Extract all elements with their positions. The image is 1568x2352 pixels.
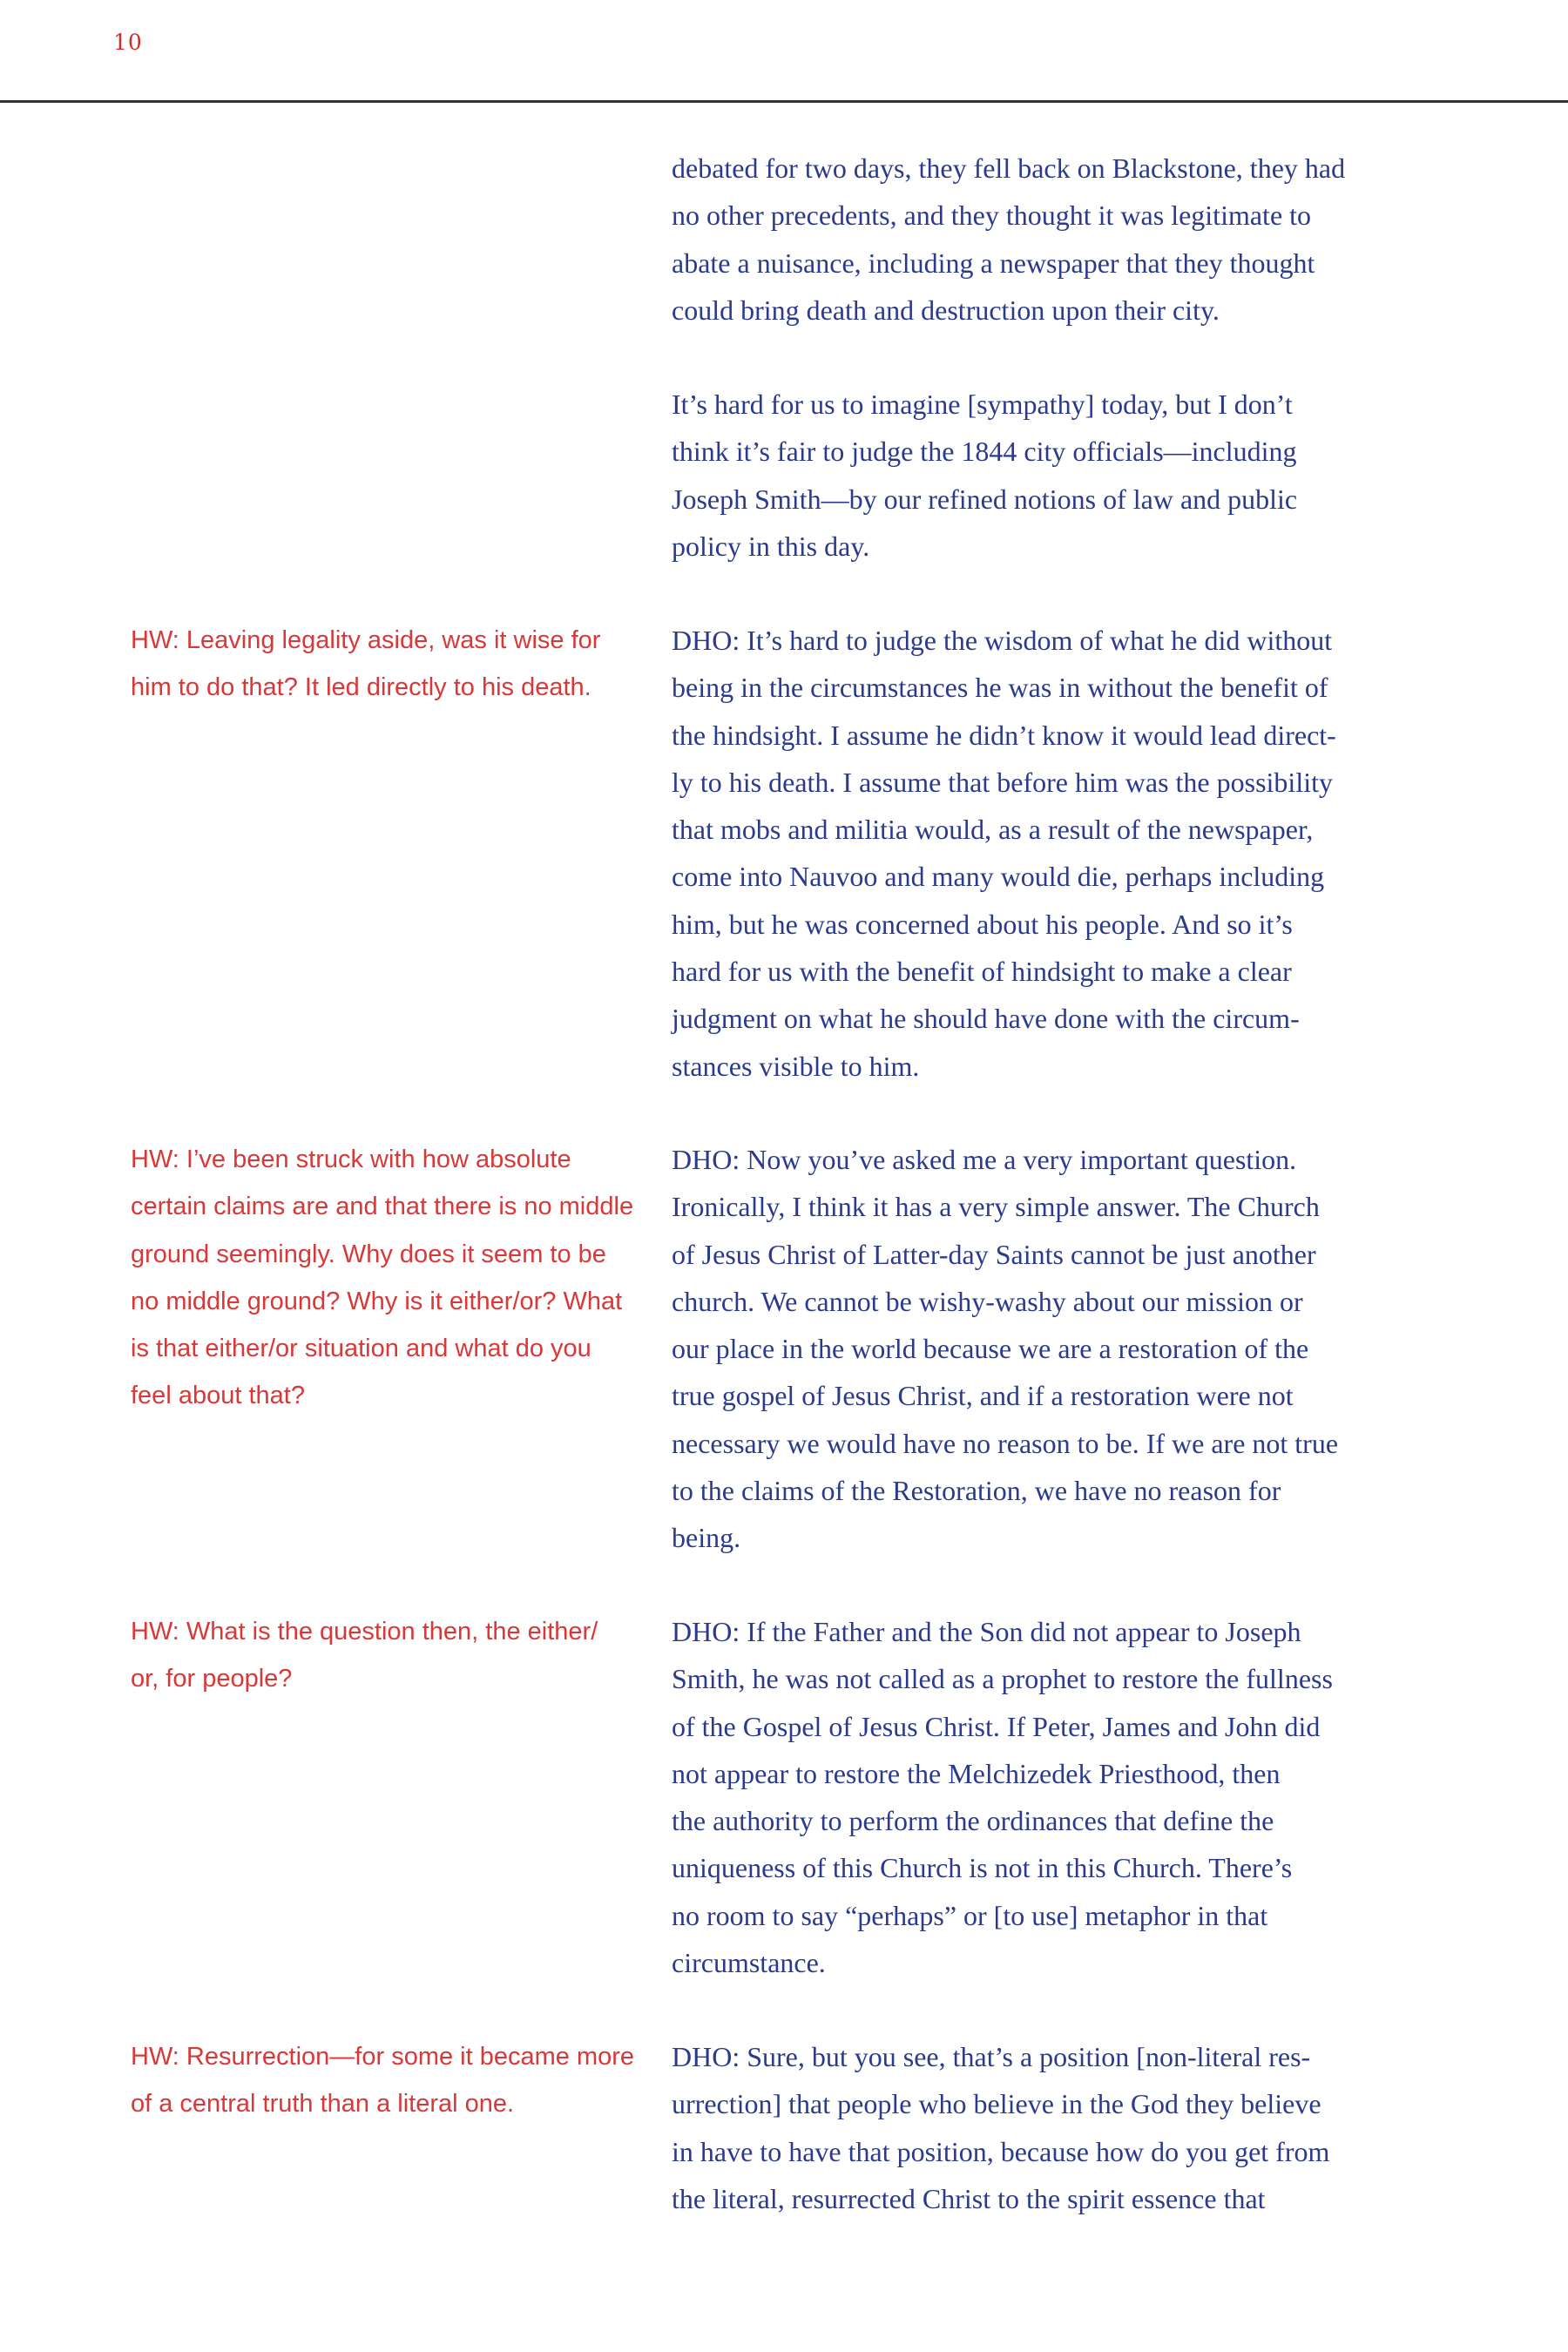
question-line: HW: Leaving legality aside, was it wise for [131, 626, 601, 654]
answer-line: judgment on what he should have done with the circum- [672, 1003, 1300, 1035]
answer-line: our place in the world because we are a restoration of the [672, 1333, 1309, 1365]
answer-line: stances visible to him. [672, 1050, 920, 1082]
answer-line: no room to say “perhaps” or [to use] metaphor in that [672, 1899, 1268, 1931]
question-line: of a central truth than a literal one. [131, 2090, 515, 2119]
question-line: certain claims are and that there is no middle [131, 1193, 634, 1221]
answer-line: come into Nauvoo and many would die, perhaps including [672, 861, 1325, 893]
answer-line: of Jesus Christ of Latter-day Saints cannot be just another [672, 1238, 1316, 1270]
interviewer-question-4 [131, 2033, 636, 2128]
answer-paragraph-6 [672, 2033, 1449, 2222]
interviewer-question-1 [131, 617, 636, 712]
answer-line: to the claims of the Restoration, we have no reason for [672, 1475, 1281, 1507]
answer-line: the authority to perform the ordinances that define the [672, 1805, 1274, 1837]
question-line: HW: I’ve been struck with how absolute [131, 1146, 571, 1173]
question-line: feel about that? [131, 1382, 305, 1410]
question-line: ground seemingly. Why does it seem to be [131, 1240, 606, 1268]
answer-line: uniqueness of this Church is not in this Church. There’s [672, 1852, 1293, 1884]
answer-line: true gospel of Jesus Christ, and if a restoration were not [672, 1380, 1294, 1412]
answer-line: debated for two days, they fell back on Blackstone, they had [672, 152, 1346, 184]
header-rule [0, 100, 1568, 103]
question-line: him to do that? It led directly to his death. [131, 673, 591, 702]
answer-line: policy in this day. [672, 530, 870, 562]
answer-line: think it’s fair to judge the 1844 city officials—including [672, 436, 1297, 468]
question-line: or, for people? [131, 1665, 293, 1693]
answer-line: in have to have that position, because how do you get from [672, 2135, 1330, 2167]
page-number: 10 [113, 30, 143, 55]
answer-paragraph-3 [672, 617, 1449, 1090]
answer-line: urrection] that people who believe in the God they believe [672, 2088, 1321, 2120]
question-line: is that either/or situation and what do you [131, 1335, 591, 1363]
question-line: HW: Resurrection—for some it became more [131, 2043, 635, 2071]
answer-line: could bring death and destruction upon their city. [672, 294, 1220, 326]
interviewer-question-3 [131, 1608, 636, 1703]
answer-paragraph-2 [672, 381, 1449, 570]
answer-line: no other precedents, and they thought it was legitimate to [672, 199, 1312, 232]
answer-paragraph-1 [672, 145, 1449, 334]
answer-paragraph-5 [672, 1608, 1449, 1986]
answer-line: circumstance. [672, 1947, 826, 1979]
question-line: HW: What is the question then, the either/ [131, 1618, 598, 1646]
question-line: no middle ground? Why is it either/or? What [131, 1287, 623, 1315]
answer-line: not appear to restore the Melchizedek Priesthood, then [672, 1757, 1281, 1789]
answer-paragraph-4 [672, 1136, 1449, 1562]
answer-line: hard for us with the benefit of hindsight to make a clear [672, 956, 1292, 988]
answer-line: DHO: Sure, but you see, that’s a position [non-literal res- [672, 2041, 1311, 2072]
answer-line: being. [672, 1522, 741, 1554]
answer-line: him, but he was concerned about his people. And so it’s [672, 908, 1293, 940]
answer-line: the hindsight. I assume he didn’t know it would lead direct- [672, 719, 1336, 751]
answer-line: DHO: If the Father and the Son did not appear to Joseph [672, 1616, 1301, 1647]
answer-line: DHO: It’s hard to judge the wisdom of what he did without [672, 625, 1333, 656]
answer-line: Smith, he was not called as a prophet to restore the fullness [672, 1663, 1333, 1695]
answer-line: church. We cannot be wishy-washy about our mission or [672, 1285, 1303, 1317]
answer-line: Joseph Smith—by our refined notions of law and public [672, 483, 1298, 515]
answer-line: DHO: Now you’ve asked me a very important question. [672, 1144, 1297, 1175]
answer-line: of the Gospel of Jesus Christ. If Peter, James and John did [672, 1710, 1321, 1742]
answer-line: abate a nuisance, including a newspaper that they thought [672, 247, 1315, 279]
answer-line: Ironically, I think it has a very simple answer. The Church [672, 1191, 1320, 1223]
answer-line: ly to his death. I assume that before him was the possibility [672, 766, 1333, 798]
interviewer-question-2 [131, 1136, 636, 1420]
answer-line: It’s hard for us to imagine [sympathy] today, but I don’t [672, 389, 1293, 420]
answer-line: necessary we would have no reason to be. If we are not true [672, 1427, 1339, 1459]
answer-line: that mobs and militia would, as a result of the newspaper, [672, 814, 1314, 846]
answer-line: being in the circumstances he was in without the benefit of [672, 672, 1328, 704]
answer-line: the literal, resurrected Christ to the spirit essence that [672, 2182, 1266, 2214]
